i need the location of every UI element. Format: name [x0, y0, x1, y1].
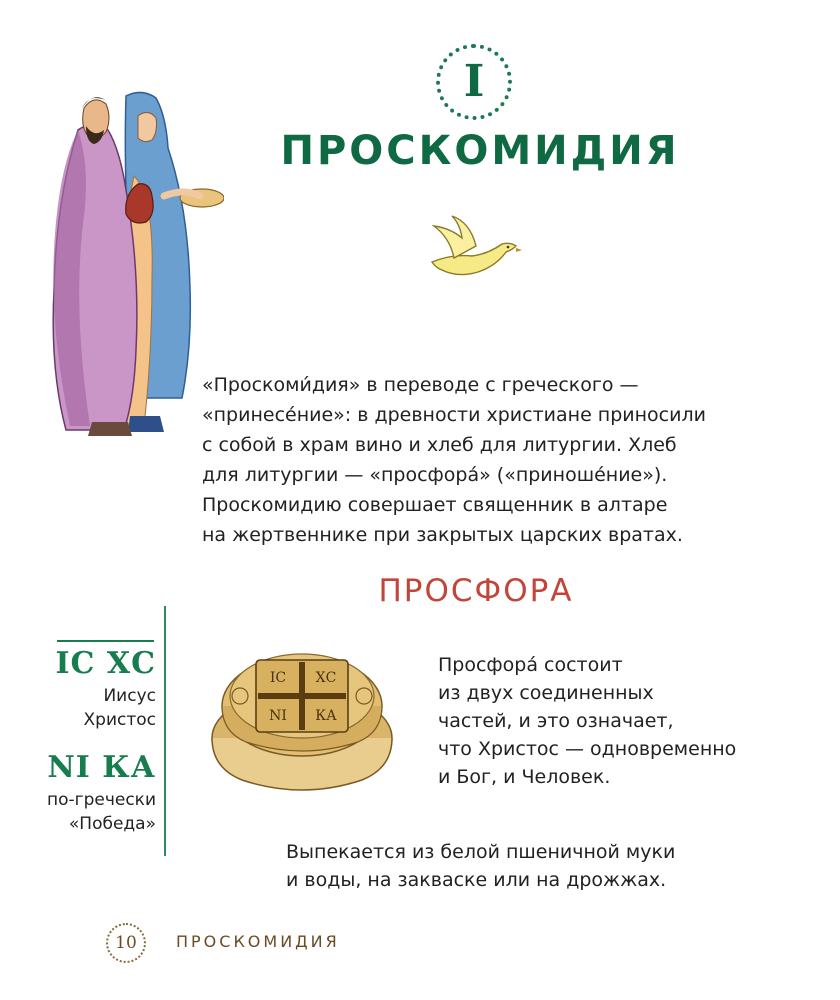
- intro-line: «принесе́ние»: в древности христиане приносили: [202, 404, 706, 426]
- sidebar-meaning-3: по-гречески: [47, 790, 156, 810]
- sidebar-meaning-1: Иисус: [103, 686, 156, 706]
- dove-illustration: [424, 214, 524, 290]
- intro-line: для литургии — «просфора́» («приноше́ние»).: [202, 464, 668, 486]
- prosphora-illustration: [204, 626, 400, 802]
- abbr-text: ІС ХС: [55, 646, 156, 681]
- sidebar-divider: [164, 606, 166, 856]
- stamp-q4: КА: [315, 708, 337, 724]
- bake-line: и воды, на закваске или на дрожжах.: [286, 869, 667, 891]
- sidebar-abbreviation-ic-xc: [55, 646, 156, 681]
- stamp-q1: ІС: [269, 670, 287, 686]
- running-title: ПРОСКОМИДИЯ: [176, 932, 340, 951]
- sidebar-meaning-4: «Победа»: [68, 814, 156, 834]
- abbr-text: NI КА: [47, 750, 156, 785]
- desc-line: что Христос — одновременно: [438, 738, 737, 760]
- chapter-title: ПРОСКОМИДИЯ: [280, 128, 680, 174]
- page-number: 10: [106, 923, 146, 963]
- intro-line: Проскомидию совершает священник в алтаре: [202, 494, 668, 516]
- baking-note: [286, 838, 746, 894]
- chapter-number-badge: [436, 44, 512, 120]
- stamp-q2: ХС: [315, 670, 337, 686]
- stamp-q3: NI: [269, 708, 287, 724]
- sidebar-meaning-2: Христос: [83, 710, 156, 730]
- desc-line: Просфора́ состоит: [438, 654, 623, 676]
- intro-line: с собой в храм вино и хлеб для литургии. Хлеб: [202, 434, 677, 456]
- bake-line: Выпекается из белой пшеничной муки: [286, 841, 676, 863]
- section-heading: ПРОСФОРА: [378, 573, 574, 609]
- sidebar-abbreviation-nika: [47, 750, 156, 785]
- intro-paragraph: [202, 370, 742, 550]
- prosphora-description: [438, 651, 778, 791]
- intro-line: на жертвеннике при закрытых царских вратах.: [202, 524, 683, 546]
- intro-line: «Проскоми́дия» в переводе с греческого —: [202, 374, 639, 396]
- desc-line: из двух соединенных: [438, 682, 654, 704]
- chapter-numeral: I: [463, 56, 485, 107]
- offering-figures-illustration: [34, 86, 224, 446]
- desc-line: частей, и это означает,: [438, 710, 674, 732]
- desc-line: и Бог, и Человек.: [438, 766, 611, 788]
